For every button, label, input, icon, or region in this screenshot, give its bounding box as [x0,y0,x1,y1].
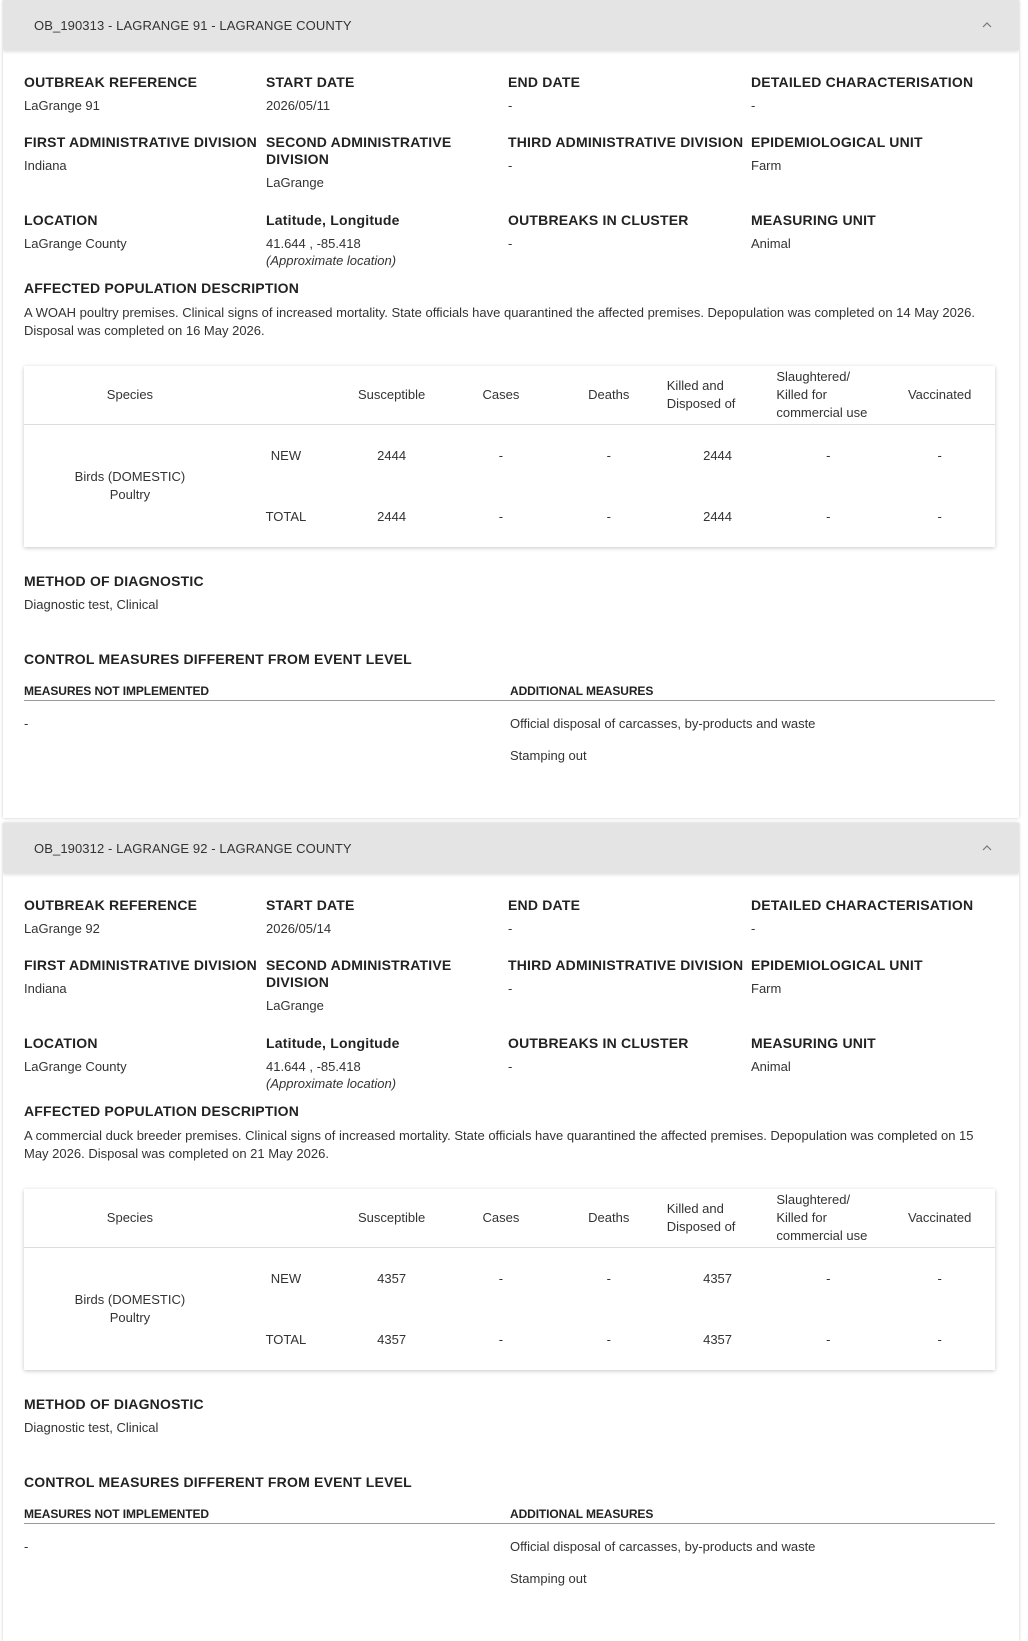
approximate-location-note: (Approximate location) [266,253,397,268]
field-value: LaGrange 92 [24,921,100,936]
row-label: NEW [270,1271,302,1286]
additional-list [510,1539,995,1603]
field-value: - [508,236,513,251]
field-label: Latitude, Longitude [266,212,400,228]
col-sub [236,366,336,425]
third-admin-division-field [508,957,751,1035]
field-label: SECOND ADMINISTRATIVE DIVISION [266,957,452,990]
lat-lon-field [266,1035,508,1103]
field-label: MEASURING UNIT [751,212,876,228]
affected-population-label: AFFECTED POPULATION DESCRIPTION [24,280,300,296]
deaths-cell: - [606,509,611,524]
approximate-location-note: (Approximate location) [266,1076,397,1091]
field-value: - [508,158,513,173]
col-sub [236,1189,336,1248]
chevron-up-icon[interactable] [981,842,993,854]
row-label: TOTAL [265,509,307,524]
additional-list [510,716,995,780]
list-item: Official disposal of carcasses, by-products and waste [510,716,816,731]
col-killed-disposed: Killed and Disposed of [663,1189,773,1248]
col-slaughtered: Slaughtered/ Killed for commercial use [772,366,884,425]
measures-not-implemented-label: MEASURES NOT IMPLEMENTED [24,684,209,698]
detailed-characterisation-field [751,897,994,957]
outbreak-reference-field [24,74,266,134]
outbreak-panel [3,0,1019,818]
outbreak-panel [3,823,1019,1641]
field-value: Farm [751,158,782,173]
cases-cell: - [498,1271,504,1286]
col-vaccinated: Vaccinated [884,1189,995,1248]
first-admin-division-field [24,957,266,1035]
susceptible-cell: 4357 [377,1332,407,1347]
slaughtered-cell: - [826,448,831,463]
method-of-diagnostic [24,573,998,613]
species-cell [24,1248,236,1371]
susceptible-cell: 4357 [377,1271,407,1286]
field-label: END DATE [508,74,581,90]
col-cases: Cases [447,1189,555,1248]
row-label: NEW [270,448,302,463]
field-value: LaGrange County [24,236,127,251]
field-label: Latitude, Longitude [266,1035,400,1051]
field-label: FIRST ADMINISTRATIVE DIVISION [24,134,257,150]
measuring-unit-field [751,1035,994,1103]
field-value: LaGrange 91 [24,98,100,113]
field-label: OUTBREAKS IN CLUSTER [508,1035,689,1051]
outbreak-details [3,897,1019,1603]
field-value: 41.644 , -85.418 [266,1059,361,1074]
field-value: - [508,1059,513,1074]
col-deaths: Deaths [555,366,663,425]
col-species: Species [24,1189,236,1248]
field-value: - [751,921,756,936]
deaths-cell: - [606,1271,611,1286]
field-label: END DATE [508,897,581,913]
field-value: 2026/05/11 [266,98,331,113]
deaths-cell: - [606,448,611,463]
list-item: Stamping out [510,1571,587,1586]
vaccinated-cell: - [937,448,942,463]
field-label: FIRST ADMINISTRATIVE DIVISION [24,957,257,973]
susceptible-cell: 2444 [377,509,407,524]
field-label: SECOND ADMINISTRATIVE DIVISION [266,134,452,167]
field-value: 41.644 , -85.418 [266,236,361,251]
field-label: THIRD ADMINISTRATIVE DIVISION [508,134,744,150]
vaccinated-cell: - [937,1332,942,1347]
epidemiological-unit-field [751,957,994,1035]
measures-body [24,1539,995,1603]
field-label: THIRD ADMINISTRATIVE DIVISION [508,957,744,973]
population-table-card [24,366,995,547]
cases-cell: - [498,509,504,524]
field-value: Diagnostic test, Clinical [24,597,159,612]
population-table [24,1189,995,1370]
slaughtered-cell: - [826,509,831,524]
outbreak-panel-header[interactable] [3,0,1019,50]
affected-population-label: AFFECTED POPULATION DESCRIPTION [24,1103,300,1119]
additional-measures-label: ADDITIONAL MEASURES [510,1507,654,1521]
vaccinated-cell: - [937,1271,942,1286]
list-item: - [24,716,29,731]
field-label: EPIDEMIOLOGICAL UNIT [751,134,923,150]
deaths-cell: - [606,1332,611,1347]
row-label: TOTAL [265,1332,307,1347]
field-label: METHOD OF DIAGNOSTIC [24,1396,204,1412]
field-value: Animal [751,1059,791,1074]
field-value: Animal [751,236,791,251]
col-susceptible: Susceptible [336,1189,447,1248]
list-item: Stamping out [510,748,587,763]
cases-cell: - [498,448,504,463]
measures-not-implemented-label: MEASURES NOT IMPLEMENTED [24,1507,209,1521]
table-header-row [24,366,995,425]
affected-population-description: A WOAH poultry premises. Clinical signs of increased mortality. State officials have quarantined the affected premises. Depopulation was completed on 14 May 2026. Disposal was completed on 16 May 2026. [24,305,975,338]
outbreak-reference-field [24,897,266,957]
detailed-characterisation-field [751,74,994,134]
field-value: Indiana [24,158,67,173]
killed-cell: 4357 [703,1332,733,1347]
killed-cell: 4357 [703,1271,733,1286]
not-implemented-list [24,716,510,780]
col-susceptible: Susceptible [336,366,447,425]
col-vaccinated: Vaccinated [884,366,995,425]
field-label: MEASURING UNIT [751,1035,876,1051]
outbreak-title: OB_190312 - LAGRANGE 92 - LAGRANGE COUNTY [34,840,352,856]
col-deaths: Deaths [555,1189,663,1248]
second-admin-division-field [266,957,508,1035]
second-admin-division-field [266,134,508,212]
affected-population-description: A commercial duck breeder premises. Clinical signs of increased mortality. State officials have quarantined the affected premises. Depopulation was completed on 15 May 2026. Disposal was completed on 21 May 2026. [24,1128,974,1161]
control-measures-label: CONTROL MEASURES DIFFERENT FROM EVENT LEVEL [24,1474,412,1490]
col-cases: Cases [447,366,555,425]
field-label: START DATE [266,74,355,90]
field-value: - [508,98,513,113]
field-label: EPIDEMIOLOGICAL UNIT [751,957,923,973]
species-cell [24,425,236,548]
field-value: - [751,98,756,113]
field-label: START DATE [266,897,355,913]
killed-cell: 2444 [703,448,733,463]
table-row [24,1248,995,1310]
species-name: Birds (DOMESTIC) Poultry [74,1292,186,1325]
list-item: - [24,1539,29,1554]
col-killed-disposed: Killed and Disposed of [663,366,773,425]
chevron-up-icon[interactable] [981,19,993,31]
measures-body [24,716,995,780]
outbreaks-in-cluster-field [508,1035,751,1103]
lat-lon-field [266,212,508,280]
location-field [24,212,266,280]
field-label: LOCATION [24,212,98,228]
additional-measures-label: ADDITIONAL MEASURES [510,684,654,698]
population-table-card [24,1189,995,1370]
col-species: Species [24,366,236,425]
field-label: METHOD OF DIAGNOSTIC [24,573,204,589]
table-header-row [24,1189,995,1248]
species-name: Birds (DOMESTIC) Poultry [74,469,186,502]
vaccinated-cell: - [937,509,942,524]
col-slaughtered: Slaughtered/ Killed for commercial use [772,1189,884,1248]
field-label: OUTBREAKS IN CLUSTER [508,212,689,228]
susceptible-cell: 2444 [377,448,407,463]
third-admin-division-field [508,134,751,212]
field-label: DETAILED CHARACTERISATION [751,897,974,913]
outbreak-list [3,0,1019,1641]
field-label: OUTBREAK REFERENCE [24,74,198,90]
field-value: LaGrange County [24,1059,127,1074]
not-implemented-list [24,1539,510,1603]
field-value: - [508,921,513,936]
list-item: Official disposal of carcasses, by-products and waste [510,1539,816,1554]
start-date-field [266,74,508,134]
field-label: DETAILED CHARACTERISATION [751,74,974,90]
field-value: 2026/05/14 [266,921,332,936]
outbreak-details [3,74,1019,780]
measuring-unit-field [751,212,994,280]
end-date-field [508,74,751,134]
cases-cell: - [498,1332,504,1347]
outbreak-panel-header[interactable] [3,823,1019,873]
control-measures [24,651,998,780]
method-of-diagnostic [24,1396,998,1436]
measures-header [24,684,995,701]
field-value: LaGrange [266,998,324,1013]
killed-cell: 2444 [703,509,733,524]
first-admin-division-field [24,134,266,212]
start-date-field [266,897,508,957]
field-value: Indiana [24,981,67,996]
field-label: LOCATION [24,1035,98,1051]
field-value: Farm [751,981,782,996]
population-table [24,366,995,547]
field-value: Diagnostic test, Clinical [24,1420,159,1435]
field-value: - [508,981,513,996]
measures-header [24,1507,995,1524]
outbreaks-in-cluster-field [508,212,751,280]
outbreak-title: OB_190313 - LAGRANGE 91 - LAGRANGE COUNTY [34,17,352,33]
table-row [24,425,995,487]
control-measures-label: CONTROL MEASURES DIFFERENT FROM EVENT LEVEL [24,651,412,667]
location-field [24,1035,266,1103]
control-measures [24,1474,998,1603]
epidemiological-unit-field [751,134,994,212]
end-date-field [508,897,751,957]
field-value: LaGrange [266,175,324,190]
field-label: OUTBREAK REFERENCE [24,897,198,913]
slaughtered-cell: - [826,1332,831,1347]
slaughtered-cell: - [826,1271,831,1286]
